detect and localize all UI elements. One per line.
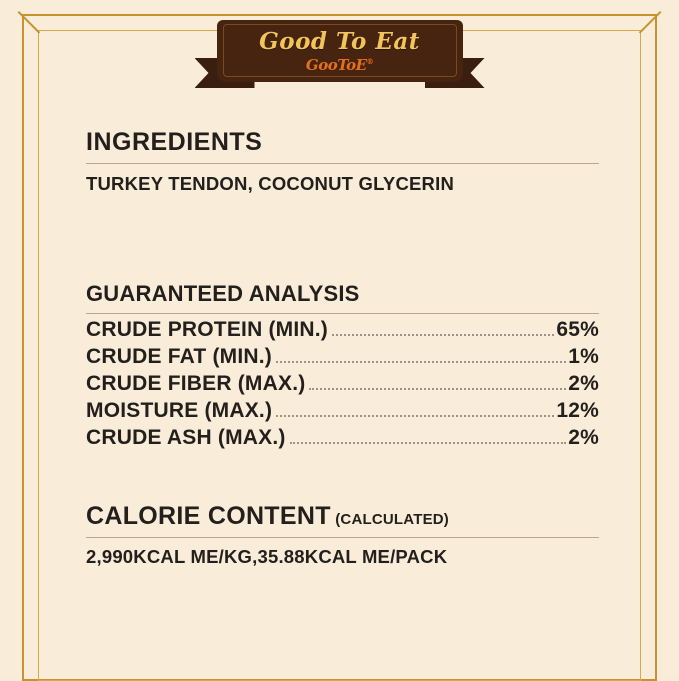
corner-ornament-top-right bbox=[633, 14, 657, 38]
leader-dots bbox=[276, 360, 566, 363]
nutrient-value: 2% bbox=[568, 372, 599, 395]
ribbon-body bbox=[217, 20, 463, 82]
corner-ornament-top-left bbox=[22, 14, 46, 38]
registered-mark-icon: ® bbox=[366, 57, 374, 66]
leader-dots bbox=[290, 441, 567, 444]
leader-dots bbox=[276, 414, 554, 417]
guaranteed-analysis-section bbox=[86, 281, 599, 450]
table-row bbox=[86, 372, 599, 396]
leader-dots bbox=[309, 387, 566, 390]
leader-dots bbox=[332, 333, 554, 336]
ingredients-section bbox=[86, 128, 599, 195]
table-row bbox=[86, 399, 599, 423]
ingredients-text: TURKEY TENDON, COCONUT GLYCERIN bbox=[86, 173, 455, 194]
nutrient-value: 2% bbox=[568, 426, 599, 449]
guaranteed-analysis-divider bbox=[86, 313, 599, 314]
nutrient-label: CRUDE ASH (MAX.) bbox=[86, 426, 286, 449]
nutrient-value: 12% bbox=[556, 399, 599, 422]
brand-logo-name: GooToE bbox=[305, 56, 367, 74]
calorie-heading-row bbox=[86, 502, 599, 531]
nutrient-value: 65% bbox=[556, 318, 599, 341]
calorie-content-heading: CALORIE CONTENT bbox=[86, 502, 331, 530]
brand-banner bbox=[195, 20, 485, 90]
nutrient-label: CRUDE PROTEIN (MIN.) bbox=[86, 318, 328, 341]
table-row bbox=[86, 345, 599, 369]
brand-logo-text bbox=[217, 56, 463, 74]
table-row bbox=[86, 318, 599, 342]
label-content bbox=[86, 128, 599, 568]
ingredients-divider bbox=[86, 163, 599, 164]
calorie-content-note: (CALCULATED) bbox=[335, 511, 449, 528]
calorie-content-divider bbox=[86, 537, 599, 538]
ingredients-heading: INGREDIENTS bbox=[86, 128, 263, 156]
nutrient-label: CRUDE FAT (MIN.) bbox=[86, 345, 272, 368]
guaranteed-analysis-heading: GUARANTEED ANALYSIS bbox=[86, 281, 360, 306]
nutrient-label: MOISTURE (MAX.) bbox=[86, 399, 273, 422]
brand-title: Good To Eat bbox=[259, 28, 420, 55]
table-row bbox=[86, 426, 599, 450]
calorie-content-value: 2,990KCAL ME/KG,35.88KCAL ME/PACK bbox=[86, 546, 448, 567]
nutrient-value: 1% bbox=[568, 345, 599, 368]
nutrient-label: CRUDE FIBER (MAX.) bbox=[86, 372, 306, 395]
calorie-content-section bbox=[86, 502, 599, 568]
